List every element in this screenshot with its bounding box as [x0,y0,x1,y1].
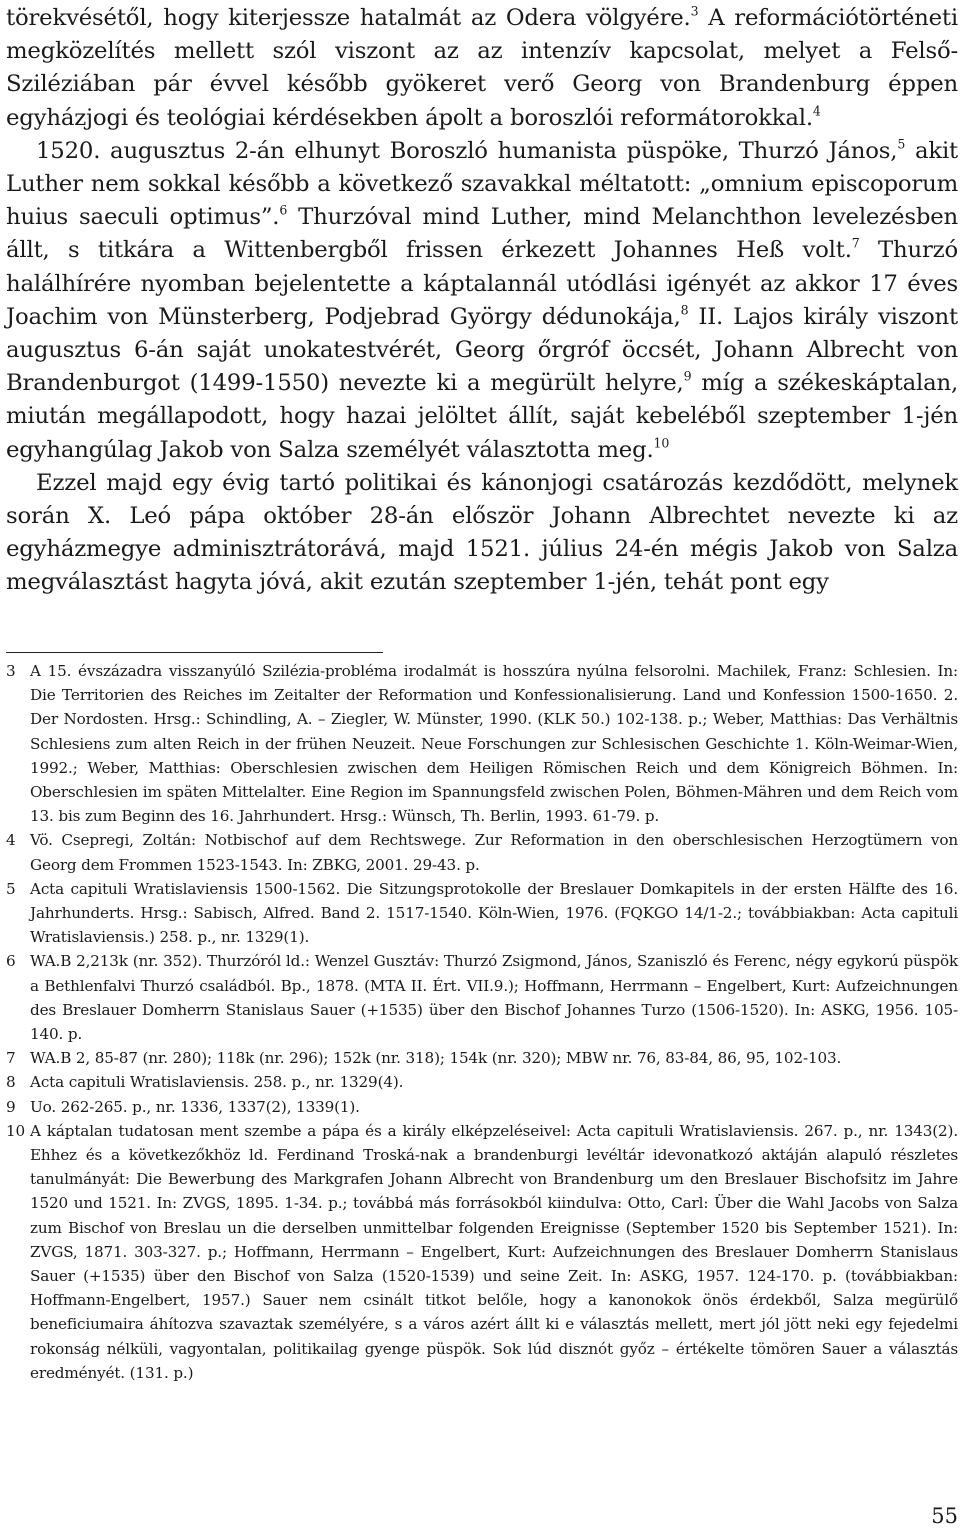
text-run: törekvésétől, hogy kiterjessze hatalmát az Odera völgyére. [6,5,691,31]
body-paragraph [6,135,958,467]
footnote-number: 3 [6,662,16,680]
body-paragraph [6,467,958,600]
text-run: Thurzó halálhírére nyomban bejelentette a káptalannál utódlási igényét az akkor 17 éves Joachim von Münsterberg, Podjebrad György dédunokája, [6,237,958,330]
footnote [6,877,958,950]
footnote-number: 9 [6,1097,16,1116]
footnote-reference: 8 [680,302,689,318]
footnote [6,1046,958,1070]
footnote-number: 10 [6,1121,26,1140]
footnote-reference: 4 [812,103,821,119]
footnote-text: Acta capituli Wratislaviensis 1500-1562. Die Sitzungsprotokolle der Breslauer Domkapitels in der ersten Hälfte des 16. Jahrhunderts. Hrsg.: Sabisch, Alfred. Band 2. 1517-1540. Köln-Wien, 1976. (FQKGO 14/1-2.; továbbiakban: Acta capituli Wratislaviensis.) 258. p., nr. 1329(1). [30,879,958,947]
footnote-number: 7 [6,1049,16,1068]
text-run: 1520. augusztus 2-án elhunyt Boroszló humanista püspöke, Thurzó János, [36,137,898,164]
footnote-number: 6 [6,952,16,971]
text-run: A reformációtörténeti megközelítés mellett szól viszont az az intenzív kapcsolat, melyet a Felső-Sziléziában pár évvel később gyökeret verő Georg von Brandenburg éppen egyházjogi és teológiai kérdésekben ápolt a boroszlói reformátorokkal. [6,5,958,131]
text-run: Thurzóval mind Luther, mind Melanchthon levelezésben állt, s titkára a Wittenbergből frissen érkezett Johannes Heß volt. [6,204,958,264]
footnote-text: WA.B 2,213k (nr. 352). Thurzóról ld.: Wenzel Gusztáv: Thurzó Zsigmond, János, Szaniszló és Ferenc, négy egykorú püspök a Bethlenfalvi Thurzó családból. Bp., 1878. (MTA II. Ért. VII.9.); Hoffmann, Herrmann – Engelbert, Kurt: Aufzeichnungen des Breslauer Domherrn Stanislaus Sauer (+1535) über den Bischof Johannes Turzo (1506-1520). In: ASKG, 1956. 105-140. p. [30,952,958,1044]
footnote-number: 5 [6,879,16,898]
footnote-reference: 7 [851,236,860,252]
footnote [6,1095,958,1119]
footnote-reference: 5 [897,136,906,152]
footnote-reference: 9 [683,368,692,384]
footnote-number: 8 [6,1073,16,1092]
footnote-reference: 3 [690,3,699,19]
footnote-text: Vö. Csepregi, Zoltán: Notbischof auf dem Rechtswege. Zur Reformation in den oberschlesischen Herzogtümern von Georg dem Frommen 1523-1543. In: ZBKG, 2001. 29-43. p. [30,831,958,874]
footnote-number: 4 [6,831,16,850]
footnote [6,949,958,1046]
footnote-text: Acta capituli Wratislaviensis. 258. p., nr. 1329(4). [30,1073,404,1092]
footnote-separator [6,652,383,653]
text-run: Ezzel majd egy évig tartó politikai és kánonjogi csatározás kezdődött, melynek során X. Leó pápa október 28-án először Johann Albrechtet nevezte ki az egyházmegye adminisztrátorává, majd 1521. július 24-én mégis Jakob von Salza megválasztást hagyta jóvá, akit ezután szeptember 1-jén, tehát pont egy [6,469,958,596]
footnote-reference: 6 [279,202,288,218]
page-number: 55 [931,1504,958,1528]
text-run: II. Lajos király viszont augusztus 6-án saját unokatestvérét, Georg őrgróf öccsét, Johann Albrecht von Brandenburgot (1499-1550) nevezte ki a megürült helyre, [6,303,958,397]
footnote [6,828,958,876]
footnote [6,659,958,828]
text-run: akit Luther nem sokkal később a következő szavakkal méltatott: „omnium episcoporum huius saeculi optimus”. [6,137,958,231]
footnote-reference: 10 [653,435,670,451]
body-text [6,2,958,600]
footnote-text: A 15. évszázadra visszanyúló Szilézia-probléma irodalmát is hosszúra nyúlna felsorolni. Machilek, Franz: Schlesien. In: Die Territorien des Reiches im Zeitalter der Reformation und Konfessionalisierung. Land und Konfession 1500-1650. 2. Der Nordosten. Hrsg.: Schindling, A. – Ziegler, W. Münster, 1990. (KLK 50.) 102-138. p.; Weber, Matthias: Das Verhältnis Schlesiens zum alten Reich in der frühen Neuzeit. Neue Forschungen zur Schlesischen Geschichte 1. Köln-Weimar-Wien, 1992.; Weber, Matthias: Oberschlesien zwischen dem Heiligen Römischen Reich und dem Königreich Böhmen. In: Oberschlesien im späten Mittelalter. Eine Region im Spannungsfeld zwischen Polen, Böhmen-Mähren und dem Reich vom 13. bis zum Beginn des 16. Jahrhundert. Hrsg.: Wünsch, Th. Berlin, 1993. 61-79. p. [30,662,958,826]
footnote-text: WA.B 2, 85-87 (nr. 280); 118k (nr. 296); 152k (nr. 318); 154k (nr. 320); MBW nr. 76, 83-84, 86, 95, 102-103. [30,1049,842,1068]
footnote [6,1119,958,1385]
footnotes [6,659,958,1385]
footnote [6,1070,958,1094]
body-paragraph [6,2,958,135]
footnote-text: A káptalan tudatosan ment szembe a pápa és a király elképzeléseivel: Acta capituli Wratislaviensis. 267. p., nr. 1343(2). Ehhez és a következőkhöz ld. Ferdinand Troská-nak a brandenburgi levéltár idevonatkozó aktáján alapuló részletes tanulmányát: Die Bewerbung des Markgrafen Johann Albrecht von Brandenburg um den Breslauer Bischofsitz im Jahre 1520 und 1521. In: ZVGS, 1895. 1-34. p.; továbbá más forrásokból kiindulva: Otto, Carl: Über die Wahl Jacobs von Salza zum Bischof von Breslau un die derselben unmittelbar folgenden Ereignisse (September 1520 bis September 1521). In: ZVGS, 1871. 303-327. p.; Hoffmann, Herrmann – Engelbert, Kurt: Aufzeichnungen des Breslauer Domherrn Stanislaus Sauer (+1535) über den Bischof von Salza (1520-1539) und seine Zeit. In: ASKG, 1957. 124-170. p. (továbbiakban: Hoffmann-Engelbert, 1957.) Sauer nem csinált titkot belőle, hogy a kanonokok önös érdekből, Salza megürülő beneficiumaira áhítozva szavaztak személyére, s a város azért állt ki e választás mellett, mert jól jött neki egy fejedelmi rokonság nélküli, vagyontalan, politikailag gyenge püspök. Sok lúd disznót győz – értékelte tömören Sauer a választás eredményét. (131. p.) [30,1121,958,1382]
footnote-text: Uo. 262-265. p., nr. 1336, 1337(2), 1339(1). [30,1097,360,1116]
text-run: míg a székeskáptalan, miután megállapodott, hogy hazai jelöltet állít, saját kebeléből szeptember 1-jén egyhangúlag Jakob von Salza személyét választotta meg. [6,370,959,463]
